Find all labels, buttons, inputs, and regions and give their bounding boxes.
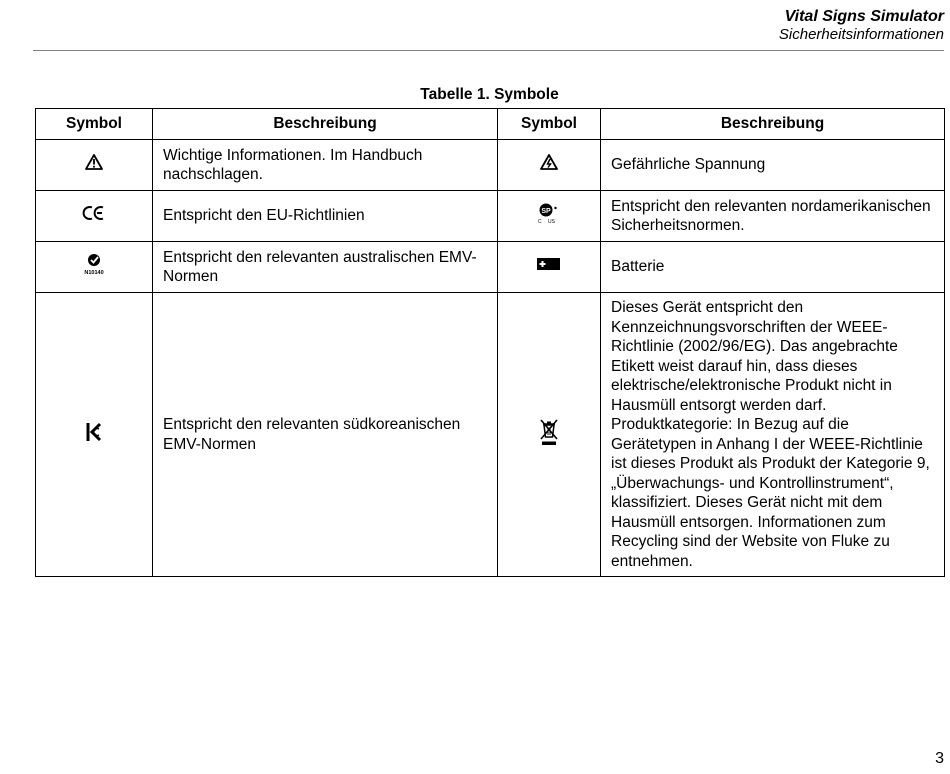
symbol-cell: [498, 293, 601, 577]
table-header-row: [36, 109, 945, 140]
header-symbol: Symbol: [36, 109, 153, 140]
csa-c-label: C: [538, 219, 542, 225]
weee-bin-icon: [539, 418, 559, 452]
description-cell: Entspricht den relevanten nordamerikanischen Sicherheitsnormen.: [601, 191, 945, 242]
page-header: [779, 8, 944, 44]
symbol-cell: [36, 242, 153, 293]
description-cell: Batterie: [601, 242, 945, 293]
table-row: [36, 191, 945, 242]
symbol-cell: [498, 242, 601, 293]
symbol-cell: [498, 191, 601, 242]
description-cell: Entspricht den EU-Richtlinien: [153, 191, 498, 242]
csa-us-label: US: [548, 219, 555, 225]
ce-mark-icon: [82, 205, 106, 227]
header-symbol: Symbol: [498, 109, 601, 140]
header-description: Beschreibung: [153, 109, 498, 140]
kc-mark-icon: [86, 421, 102, 449]
symbol-cell: [498, 140, 601, 191]
svg-text:SP: SP: [541, 208, 551, 216]
description-cell: Dieses Gerät entspricht den Kennzeichnungsvorschriften der WEEE-Richtlinie (2002/96/EG). Das angebrachte Etikett weist darauf hin, dass dieses elektrische/elektronische Produkt nicht in Hausmüll entsorgt werden darf. Produktkategorie: In Bezug auf die Gerätetypen in Anhang I der WEEE-Richtlinie ist dieses Produkt als Produkt der Kategorie 9, „Überwachungs- und Kontrollinstrument“, klassifiziert. Dieses Gerät nicht mit dem Hausmüll entsorgen. Informationen zum Recycling sind der Website von Fluke zu entnehmen.: [601, 293, 945, 577]
table-row: [36, 242, 945, 293]
c-tick-code: N10140: [84, 270, 104, 277]
hazardous-voltage-icon: [540, 154, 558, 176]
symbol-cell: [36, 293, 153, 577]
description-cell: Gefährliche Spannung: [601, 140, 945, 191]
symbols-table: [35, 108, 945, 577]
battery-icon: [536, 257, 562, 277]
table-caption: Tabelle 1. Symbole: [420, 86, 559, 103]
table-row: [36, 140, 945, 191]
table-row: [36, 293, 945, 577]
description-cell: Wichtige Informationen. Im Handbuch nachschlagen.: [153, 140, 498, 191]
header-rule: [33, 50, 944, 51]
page-number: 3: [935, 750, 944, 767]
csa-mark-icon: [534, 202, 564, 230]
warning-triangle-icon: [85, 154, 103, 176]
symbol-cell: [36, 191, 153, 242]
symbol-cell: [36, 140, 153, 191]
header-description: Beschreibung: [601, 109, 945, 140]
c-tick-mark-icon: [81, 252, 107, 282]
document-title: Vital Signs Simulator: [784, 8, 944, 25]
section-title: Sicherheitsinformationen: [778, 26, 944, 43]
description-cell: Entspricht den relevanten südkoreanischen EMV-Normen: [153, 293, 498, 577]
description-cell: Entspricht den relevanten australischen EMV-Normen: [153, 242, 498, 293]
